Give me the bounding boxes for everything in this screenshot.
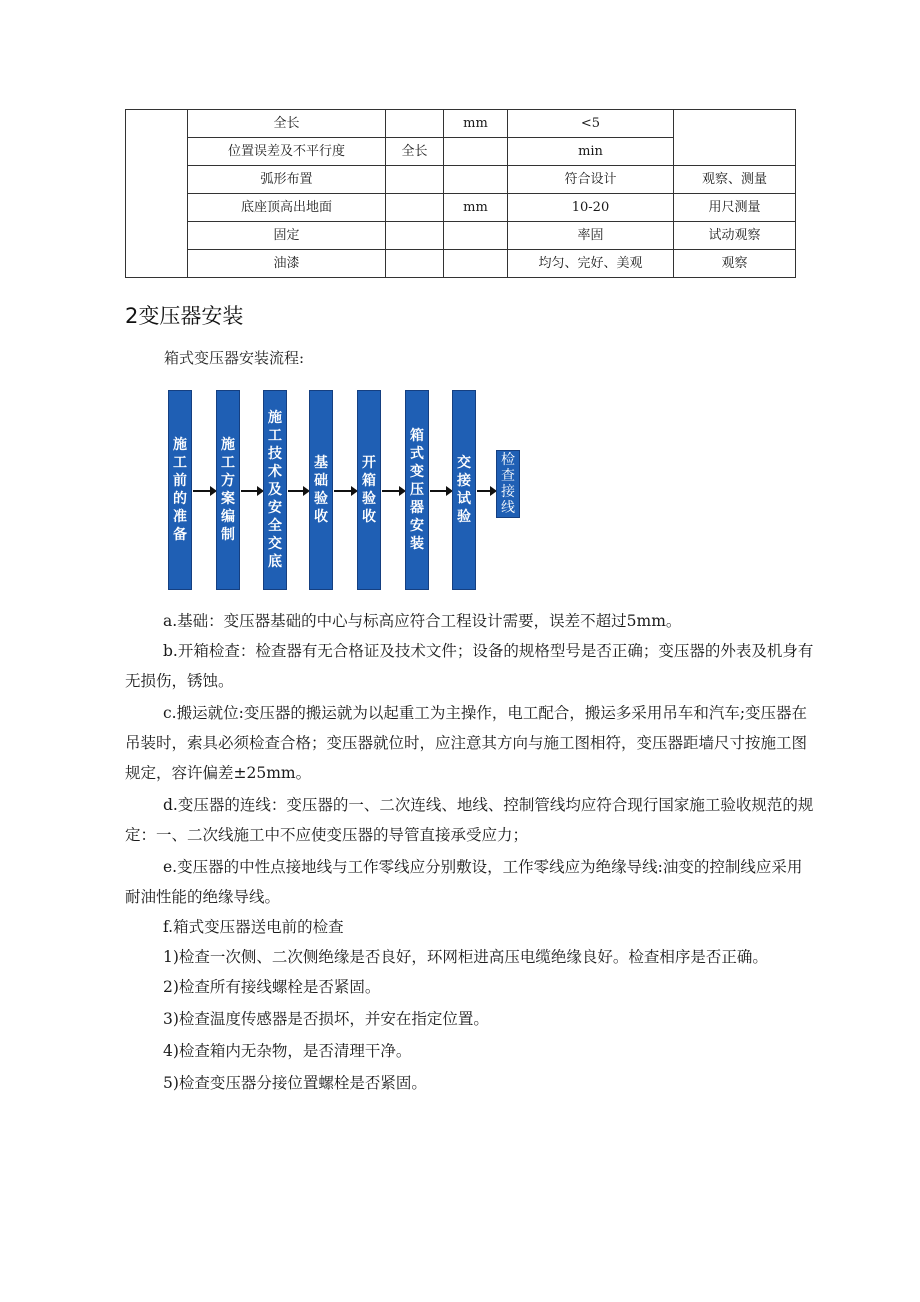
table-cell-standard: 均匀、完好、美观: [508, 250, 674, 278]
table-cell-standard: 符合设计: [508, 166, 674, 194]
check-item-1: 1)检查一次侧、二次侧绝缘是否良好，环网柜进高压电缆绝缘良好。检查相序是否正确。: [163, 948, 768, 966]
table-cell-item: 底座顶高出地面: [188, 194, 386, 222]
table-cell-unit: mm: [444, 110, 508, 138]
table-cell-unit: [444, 138, 508, 166]
arrow-icon: [241, 490, 258, 492]
inspection-table: [125, 109, 796, 278]
table-cell-sub: [386, 194, 444, 222]
flow-step: [357, 390, 381, 590]
table-row: [126, 250, 796, 278]
table-cell-standard: min: [508, 138, 674, 166]
table-cell-item: 全长: [188, 110, 386, 138]
table-cell-unit: [444, 166, 508, 194]
table-cell-standard: 10-20: [508, 194, 674, 222]
arrow-icon: [193, 490, 211, 492]
table-cell-standard: <5: [508, 110, 674, 138]
flow-step-label: 基础验收: [314, 455, 328, 525]
table-cell-unit: [444, 222, 508, 250]
paragraph-b: b.开箱检查：检查器有无合格证及技术文件；设备的规格型号是否正确；变压器的外表及机身有无损伤，锈蚀。: [125, 642, 814, 690]
table-cell-item: 固定: [188, 222, 386, 250]
paragraph-e: e.变压器的中性点接地线与工作零线应分别敷设，工作零线应为绝缘导线:油变的控制线应采用耐油性能的绝缘导线。: [125, 858, 803, 906]
flow-end-label: 检查接线: [501, 452, 515, 516]
arrow-icon: [430, 490, 447, 492]
paragraph-c: c.搬运就位:变压器的搬运就为以起重工为主操作，电工配合，搬运多采用吊车和汽车;变压器在吊装时，索具必须检查合格；变压器就位时，应注意其方向与施工图相符，变压器距墙尺寸按施工图规定，容许偏差±25mm。: [125, 704, 808, 782]
check-item-5: 5)检查变压器分接位置螺栓是否紧固。: [163, 1074, 427, 1092]
table-cell-unit: mm: [444, 194, 508, 222]
section-title: 2变压器安装: [125, 304, 244, 328]
flow-end-step: [496, 450, 520, 518]
paragraph-a: a.基础：变压器基础的中心与标高应符合工程设计需要，误差不超过5mm。: [163, 612, 682, 630]
flow-step: [452, 390, 476, 590]
table-cell-sub: [386, 250, 444, 278]
flow-diagram: [164, 386, 534, 598]
table-row: [126, 110, 796, 138]
flow-step-label: 施工前的准备: [173, 437, 187, 543]
table-cell-method: 用尺测量: [674, 194, 796, 222]
table-cell-blank: [126, 110, 188, 278]
table-cell-sub: [386, 166, 444, 194]
check-item-2: 2)检查所有接线螺栓是否紧固。: [163, 978, 381, 996]
table-cell-item: 位置误差及不平行度: [188, 138, 386, 166]
table-row: [126, 222, 796, 250]
arrow-icon: [334, 490, 352, 492]
flow-step: [309, 390, 333, 590]
table-cell-method: 观察、测量: [674, 166, 796, 194]
table-row: [126, 166, 796, 194]
table-cell-sub: 全长: [386, 138, 444, 166]
flow-step-label: 施工技术及安全交底: [268, 410, 282, 570]
table-row: [126, 194, 796, 222]
table-cell-method: [674, 110, 796, 166]
flow-step: [263, 390, 287, 590]
table-cell-unit: [444, 250, 508, 278]
table-cell-item: 油漆: [188, 250, 386, 278]
arrow-icon: [477, 490, 491, 492]
paragraph-f: f.箱式变压器送电前的检查: [163, 918, 344, 936]
flow-step-label: 施工方案编制: [221, 437, 235, 543]
arrow-icon: [288, 490, 304, 492]
table-cell-method: 观察: [674, 250, 796, 278]
flow-step: [216, 390, 240, 590]
table-cell-method: 试动观察: [674, 222, 796, 250]
flow-step-label: 交接试验: [457, 455, 471, 525]
arrow-icon: [382, 490, 400, 492]
flow-step-label: 开箱验收: [362, 455, 376, 525]
check-item-4: 4)检查箱内无杂物，是否清理干净。: [163, 1042, 412, 1060]
paragraph-d: d.变压器的连线：变压器的一、二次连线、地线、控制管线均应符合现行国家施工验收规范的规定：一、二次线施工中不应使变压器的导管直接承受应力；: [125, 796, 814, 844]
flow-step: [405, 390, 429, 590]
table-cell-standard: 率固: [508, 222, 674, 250]
flow-step-label: 箱式变压器安装: [410, 428, 424, 552]
flow-step: [168, 390, 192, 590]
table-cell-sub: [386, 110, 444, 138]
table-cell-item: 弧形布置: [188, 166, 386, 194]
flow-intro: 箱式变压器安装流程:: [164, 349, 305, 367]
table-cell-sub: [386, 222, 444, 250]
check-item-3: 3)检查温度传感器是否损坏，并安在指定位置。: [163, 1010, 489, 1028]
